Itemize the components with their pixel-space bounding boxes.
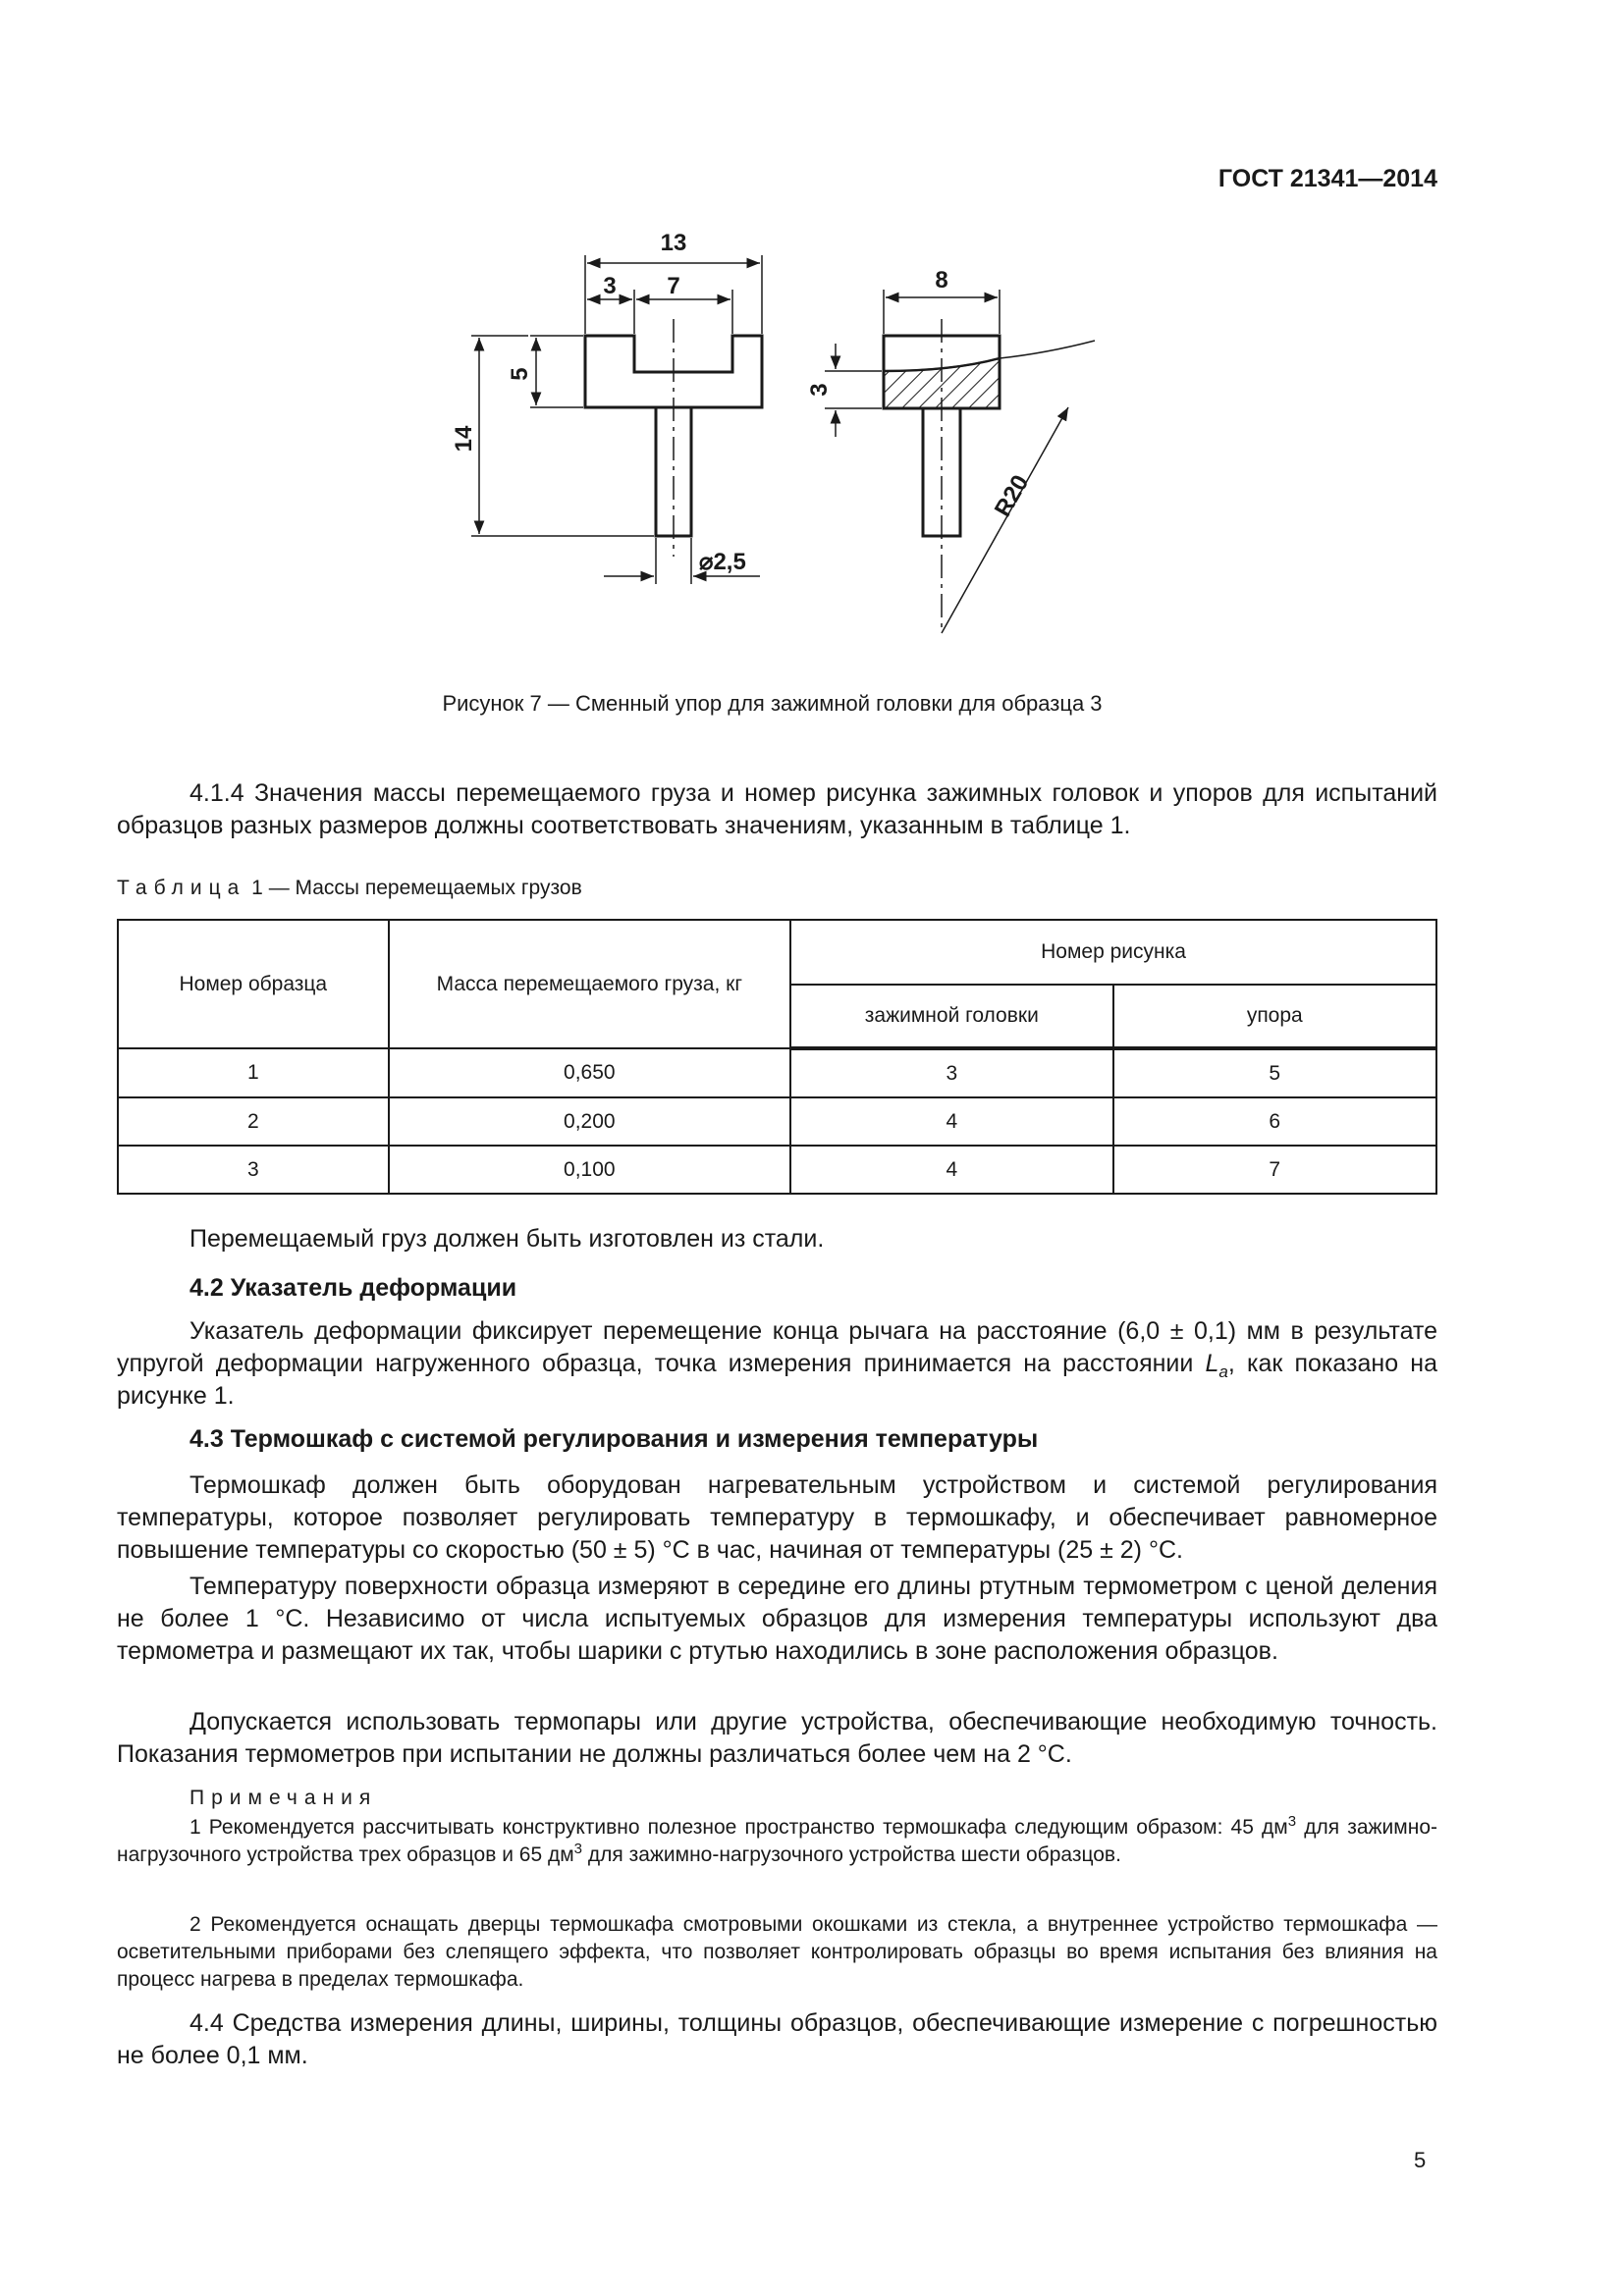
paragraph-4-2-text-b: , как показано на рисунке 1. — [117, 1350, 1437, 1410]
cell-mass: 0,650 — [389, 1048, 790, 1097]
cell-stop: 7 — [1113, 1146, 1436, 1194]
left-part-drawing — [471, 255, 762, 584]
note-1-sup-1: 3 — [1287, 1813, 1297, 1830]
note-1-text-a: 1 Рекомендуется рассчитывать конструктивно полезное пространство термошкафа следующим образом: 45 дм — [189, 1816, 1288, 1839]
cell-sample: 2 — [118, 1097, 389, 1146]
paragraph-4-3-1: Термошкаф должен быть оборудован нагревательным устройством и системой регулирования температуры, которое позволяет регулировать температуру в термошкафу, и обеспечивает равномерное повышение температуры со скоростью (50 ± 5) °С в час, начиная от температуры (25 ± 2) °С. — [117, 1471, 1437, 1564]
cell-head: 4 — [790, 1097, 1113, 1146]
paragraph-4-4: 4.4 Средства измерения длины, ширины, толщины образцов, обеспечивающие измерение с погрешностью не более 0,1 мм. — [117, 2009, 1437, 2069]
heading-4-2: 4.2 Указатель деформации — [189, 1274, 517, 1302]
dim-5: 5 — [507, 367, 533, 381]
dim-8: 8 — [935, 267, 948, 294]
table-row — [118, 1048, 1436, 1097]
cell-mass: 0,100 — [389, 1146, 790, 1194]
dim-3: 3 — [603, 273, 617, 299]
header-figure-number: Номер рисунка — [790, 920, 1436, 985]
cell-sample: 1 — [118, 1048, 389, 1097]
table-row — [118, 1097, 1436, 1146]
cell-sample: 3 — [118, 1146, 389, 1194]
cell-stop: 5 — [1113, 1048, 1436, 1097]
document-header: ГОСТ 21341—2014 — [1217, 165, 1437, 192]
variable-l: L — [1205, 1350, 1219, 1377]
dim-14: 14 — [451, 425, 477, 453]
dim-7: 7 — [667, 273, 680, 299]
notes-title: Примечания — [189, 1787, 378, 1809]
cell-head: 3 — [790, 1048, 1113, 1097]
figure-drawing — [432, 211, 1119, 663]
paragraph-4-3-3: Допускается использовать термопары или другие устройства, обеспечивающие необходимую точность. Показания термометров при испытании не должны различаться более чем на 2 °С. — [117, 1708, 1437, 1768]
table-title-text: 1 — Массы перемещаемых грузов — [245, 877, 582, 899]
note-1-text-b: для зажимно-нагрузочного устройства трех образцов и 65 дм — [117, 1816, 1437, 1866]
variable-subscript: a — [1218, 1362, 1228, 1381]
note-1-text-c: для зажимно-нагрузочного устройства шести образцов. — [582, 1843, 1121, 1866]
paragraph-4-2 — [117, 1315, 1437, 1413]
right-part-drawing — [825, 290, 1095, 633]
dim-13: 13 — [660, 230, 687, 256]
note-1 — [117, 1814, 1437, 1869]
cell-stop: 6 — [1113, 1097, 1436, 1146]
paragraph-after-table: Перемещаемый груз должен быть изготовлен из стали. — [189, 1225, 825, 1253]
paragraph-4-1-4: 4.1.4 Значения массы перемещаемого груза и номер рисунка зажимных головок и упоров для испытаний образцов разных размеров должны соответствовать значениям, указанным в таблице 1. — [117, 779, 1437, 839]
page-number: 5 — [1414, 2148, 1427, 2172]
dim-3-right: 3 — [806, 383, 833, 397]
paragraph-4-3-2: Температуру поверхности образца измеряют в середине его длины ртутным термометром с ценой деления не более 1 °С. Независимо от числа испытуемых образцов для измерения температуры используют два термометра и размещают их так, чтобы шарики с ртутью находились в зоне расположения образцов. — [117, 1573, 1437, 1665]
mass-table — [117, 919, 1437, 1195]
cell-head: 4 — [790, 1146, 1113, 1194]
table-row — [118, 1146, 1436, 1194]
dim-r20: R20 — [989, 470, 1035, 522]
note-1-sup-2: 3 — [573, 1841, 583, 1857]
header-mass: Масса перемещаемого груза, кг — [389, 920, 790, 1048]
table-title-prefix: Таблица — [117, 877, 246, 899]
note-2: 2 Рекомендуется оснащать дверцы термошкафа смотровыми окошками из стекла, а внутреннее устройство термошкафа — осветительными приборами без слепящего эффекта, что позволяет контролировать образцы во время испытания без влияния на процесс нагрева в пределах термошкафа. — [117, 1913, 1437, 1991]
cell-mass: 0,200 — [389, 1097, 790, 1146]
dim-diameter: ⌀2,5 — [699, 549, 746, 575]
paragraph-4-2-text-a: Указатель деформации фиксирует перемещение конца рычага на расстояние (6,0 ± 0,1) мм в результате упругой деформации нагруженного образца, точка измерения принимается на расстоянии — [117, 1317, 1437, 1377]
header-sample: Номер образца — [118, 920, 389, 1048]
header-head: зажимной головки — [790, 985, 1113, 1048]
table-title — [117, 877, 582, 900]
header-stop: упора — [1113, 985, 1436, 1048]
heading-4-3: 4.3 Термошкаф с системой регулирования и измерения температуры — [189, 1425, 1039, 1453]
figure-caption: Рисунок 7 — Сменный упор для зажимной головки для образца 3 — [442, 691, 1103, 716]
